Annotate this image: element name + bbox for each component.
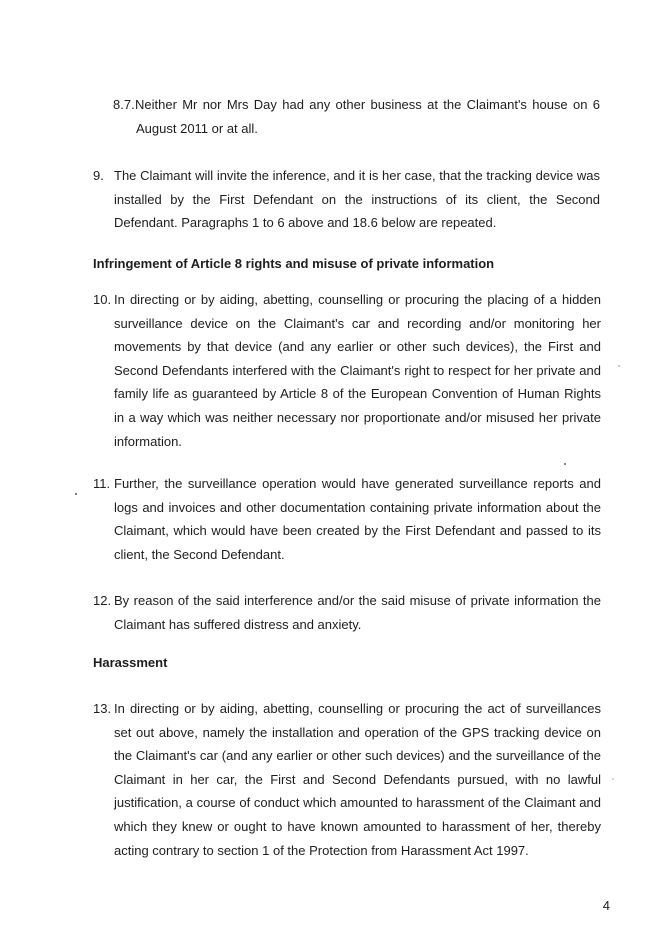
paragraph-number: 8.7. xyxy=(113,97,135,112)
paragraph-text: The Claimant will invite the inference, and it is her case, that the tracking device was installed by the First Defendant on the instructions of its client, the Second Defendant. Paragraphs 1 to 6 above and 18.6 below are repeated. xyxy=(114,168,600,231)
paragraph-text: Neither Mr nor Mrs Day had any other business at the Claimant's house on 6 August 2011 or at all. xyxy=(135,97,600,136)
scan-speck xyxy=(75,493,77,495)
heading-harassment: Harassment xyxy=(93,655,168,670)
paragraph-text: By reason of the said interference and/or the said misuse of private information the Claimant has suffered distress and anxiety. xyxy=(114,593,601,632)
paragraph-text: Further, the surveillance operation would have generated surveillance reports and logs and invoices and other documentation containing private information about the Claimant, which would have been created by the First Defendant and passed to its client, the Second Defendant. xyxy=(114,476,601,562)
paragraph-number: 12. xyxy=(93,593,112,608)
paragraph-text: In directing or by aiding, abetting, counselling or procuring the placing of a hidden surveillance device on the Claimant's car and recording and/or monitoring her movements by that device (and any earlier or other such devices), the First and Second Defendants interfered with the Claimant's right to respect for her private and family life as guaranteed by Article 8 of the European Convention of Human Rights in a way which was neither necessary nor proportionate and/or misused her private information. xyxy=(114,292,601,449)
paragraph-13 xyxy=(93,697,601,862)
paragraph-11 xyxy=(93,472,601,566)
paragraph-text: In directing or by aiding, abetting, counselling or procuring the act of surveillances set out above, namely the installation and operation of the GPS tracking device on the Claimant's car (and any earlier or other such devices) and the surveillance of the Claimant in her car, the First and Second Defendants pursued, with no lawful justification, a course of conduct which amounted to harassment of the Claimant and which they knew or ought to have known amounted to harassment of her, thereby acting contrary to section 1 of the Protection from Harassment Act 1997. xyxy=(114,701,601,858)
paragraph-10 xyxy=(93,288,601,453)
paragraph-9 xyxy=(93,164,600,235)
paragraph-number: 10. xyxy=(93,292,112,307)
paragraph-number: 11. xyxy=(93,476,111,491)
scan-speck xyxy=(612,778,614,780)
heading-article-8: Infringement of Article 8 rights and misuse of private information xyxy=(93,256,495,271)
paragraph-number: 13. xyxy=(93,701,112,716)
page-number: 4 xyxy=(602,898,610,913)
paragraph-8-7 xyxy=(113,93,600,140)
paragraph-number: 9. xyxy=(93,168,104,183)
scan-speck xyxy=(564,463,566,465)
scan-speck xyxy=(618,365,620,367)
paragraph-12 xyxy=(93,589,601,636)
